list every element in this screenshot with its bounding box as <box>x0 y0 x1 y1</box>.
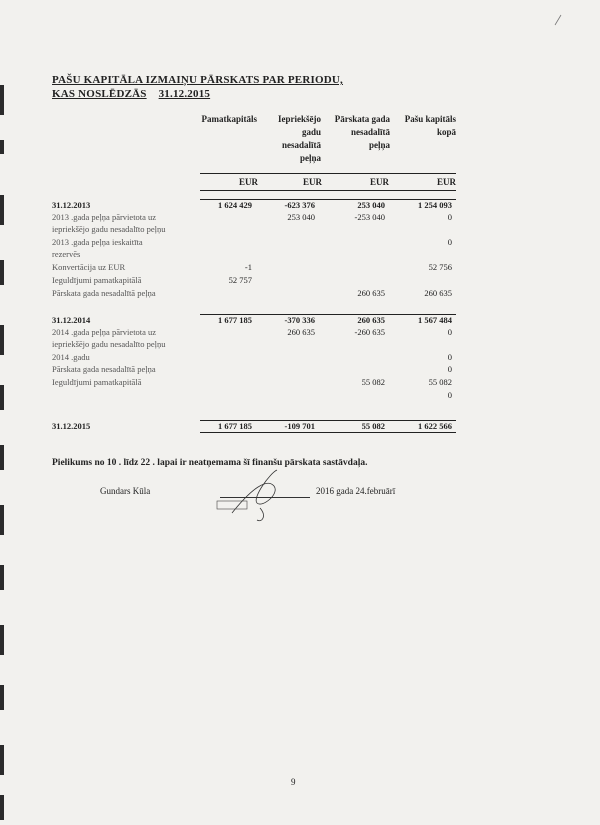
binder-mark <box>0 445 4 470</box>
row-value: 0 <box>447 212 452 222</box>
row-value: 260 635 <box>357 288 385 298</box>
row-value: 52 756 <box>428 262 452 272</box>
row-value: 55 082 <box>428 377 452 387</box>
table-row <box>52 249 472 261</box>
row-label: iepriekšējo gadu nesadalīto peļņu <box>52 339 166 349</box>
col-header-line: Iepriekšējo <box>278 114 321 124</box>
table-row <box>52 390 472 402</box>
row-value: 0 <box>447 364 452 374</box>
col-header-line: nesadalītā <box>350 127 390 137</box>
table-row <box>52 237 472 249</box>
row-label: 2014 .gada peļņa pārvietota uz <box>52 327 157 337</box>
row-label: Ieguldījumi pamatkapitālā <box>52 377 142 387</box>
col-header-total-equity <box>390 113 456 139</box>
row-label: 31.12.2014 <box>52 315 91 325</box>
col-header-line: Pamatkapitāls <box>201 114 257 124</box>
row-value: 0 <box>447 352 452 362</box>
col-header-line: nesadalītā <box>281 140 321 150</box>
signer-name: Gundars Kūla <box>100 486 151 496</box>
table-row <box>52 200 472 212</box>
col-header-line: peļņa <box>368 140 390 150</box>
row-value: -109 701 <box>284 421 315 431</box>
col-header-line: kopā <box>436 127 456 137</box>
pen-mark <box>553 14 563 26</box>
table-row <box>52 212 472 224</box>
total-rule <box>200 420 456 421</box>
binder-mark <box>0 745 4 775</box>
unit-label: EUR <box>369 177 389 187</box>
total-rule <box>200 199 456 200</box>
row-value: 260 635 <box>357 315 385 325</box>
row-value: 260 635 <box>287 327 315 337</box>
row-label: Ieguldījumi pamatkapitālā <box>52 275 142 285</box>
row-label: 31.12.2015 <box>52 421 91 431</box>
binder-mark <box>0 325 4 355</box>
row-value: 253 040 <box>287 212 315 222</box>
row-label: 31.12.2013 <box>52 200 91 210</box>
statement-title: PAŠU KAPITĀLA IZMAIŅU PĀRSKATS PAR PERIODU, <box>52 74 343 86</box>
row-label: 2013 .gada peļņa ieskaitīta <box>52 237 143 247</box>
binder-mark <box>0 625 4 655</box>
unit-label: EUR <box>436 177 456 187</box>
table-row <box>52 364 472 376</box>
row-value: 55 082 <box>361 377 385 387</box>
table-row <box>52 327 472 339</box>
row-value: -253 040 <box>354 212 385 222</box>
row-value: -260 635 <box>354 327 385 337</box>
row-label: rezervēs <box>52 249 81 259</box>
row-label: 2013 .gada peļņa pārvietota uz <box>52 212 157 222</box>
table-row <box>52 275 472 287</box>
table-row <box>52 288 472 300</box>
row-value: 0 <box>447 327 452 337</box>
row-label: 2014 .gadu <box>52 352 90 362</box>
unit-rule <box>200 190 456 191</box>
row-value: 55 082 <box>361 421 385 431</box>
unit-label: EUR <box>238 177 258 187</box>
binder-mark <box>0 195 4 225</box>
row-value: 1 677 185 <box>218 421 252 431</box>
page-number: 9 <box>291 777 296 787</box>
row-value: 1 254 093 <box>418 200 452 210</box>
row-value: 0 <box>447 390 452 400</box>
statement-title-period: KAS NOSLĒDZĀS <box>52 88 147 100</box>
binder-mark <box>0 505 4 535</box>
row-value: 1 622 566 <box>418 421 452 431</box>
row-value: 1 677 185 <box>218 315 252 325</box>
row-value: 1 624 429 <box>218 200 252 210</box>
row-value: -370 336 <box>284 315 315 325</box>
signature <box>212 468 297 528</box>
col-header-line: Pārskata gada <box>334 114 390 124</box>
row-value: -1 <box>244 262 252 272</box>
binder-mark <box>0 260 4 285</box>
row-value: -623 376 <box>284 200 315 210</box>
col-header-line: gadu <box>301 127 321 137</box>
signature-date: 2016 gada 24.februārī <box>316 486 396 496</box>
binder-mark <box>0 385 4 410</box>
binder-mark <box>0 795 4 820</box>
row-label: iepriekšējo gadu nesadalīto peļņu <box>52 224 166 234</box>
unit-label: EUR <box>302 177 322 187</box>
binder-mark <box>0 140 4 154</box>
table-row <box>52 224 472 236</box>
table-row <box>52 262 472 274</box>
final-rule <box>200 432 456 433</box>
table-row <box>52 377 472 389</box>
col-header-line: peļņa <box>299 153 321 163</box>
footnote: Pielikums no 10 . līdz 22 . lapai ir neatņemama šī finanšu pārskata sastāvdaļa. <box>52 458 368 468</box>
row-value: 52 757 <box>228 275 252 285</box>
col-header-line: Pašu kapitāls <box>404 114 456 124</box>
row-label: Konvertācija uz EUR <box>52 262 126 272</box>
row-value: 1 567 484 <box>418 315 452 325</box>
row-label: Pārskata gada nesadalītā peļņa <box>52 288 156 298</box>
table-row <box>52 352 472 364</box>
table-row <box>52 339 472 351</box>
col-header-retained-prior <box>255 113 321 165</box>
row-value: 260 635 <box>424 288 452 298</box>
binder-mark <box>0 565 4 590</box>
header-rule <box>200 173 456 174</box>
col-header-share-capital <box>185 113 257 126</box>
binder-mark <box>0 685 4 710</box>
row-value: 253 040 <box>357 200 385 210</box>
binder-mark <box>0 85 4 115</box>
table-row <box>52 315 472 327</box>
col-header-current-profit <box>320 113 390 152</box>
statement-date: 31.12.2015 <box>158 88 211 100</box>
total-rule <box>200 314 456 315</box>
row-label: Pārskata gada nesadalītā peļņa <box>52 364 156 374</box>
row-value: 0 <box>447 237 452 247</box>
statement-title-line2 <box>52 88 210 100</box>
